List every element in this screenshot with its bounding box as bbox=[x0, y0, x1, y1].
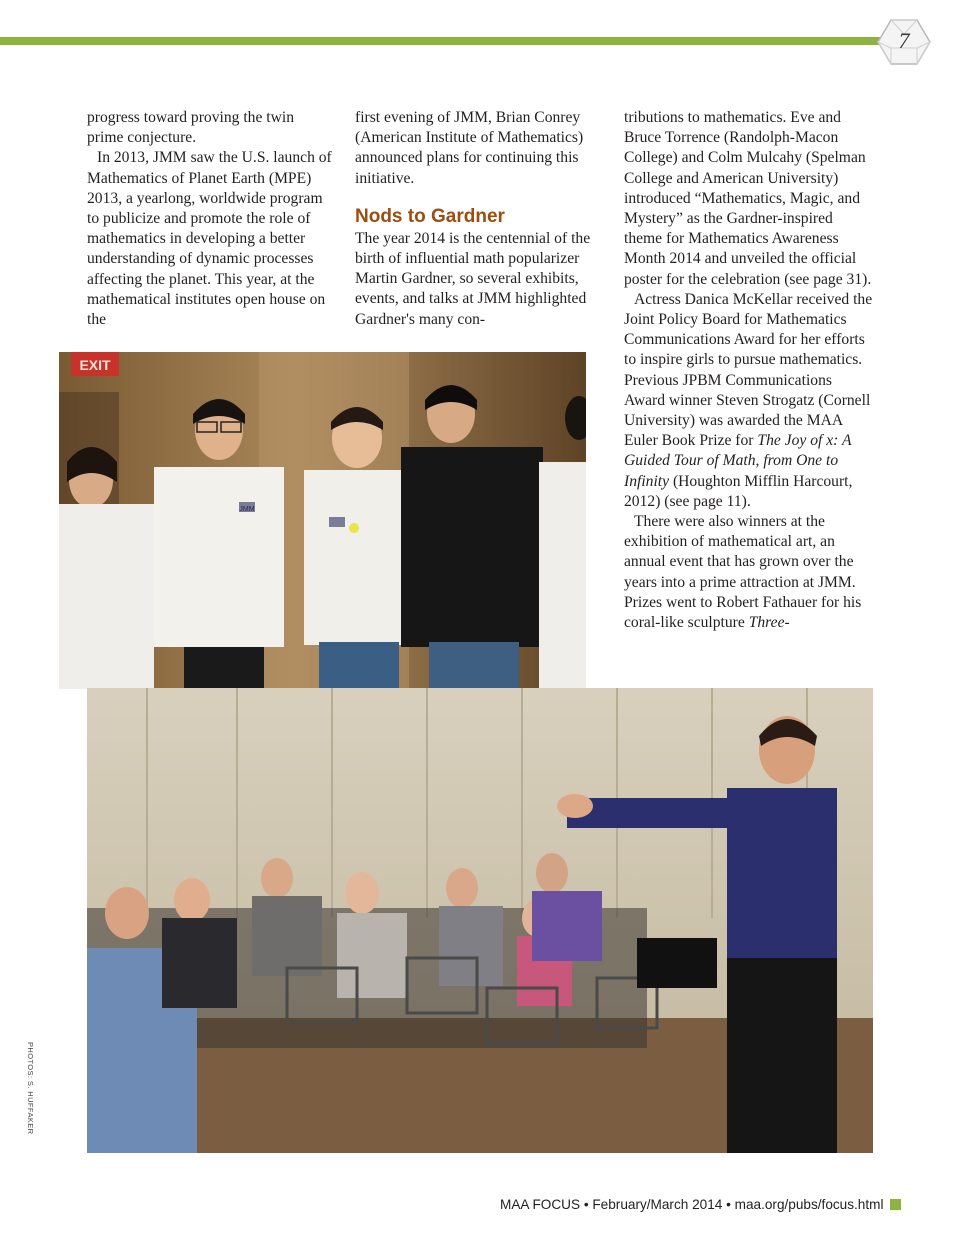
top-accent-bar bbox=[0, 37, 880, 45]
photo-students-on-stage bbox=[59, 352, 586, 689]
page-number: 7 bbox=[898, 28, 910, 53]
green-square-icon bbox=[890, 1199, 901, 1210]
article-column-1 bbox=[87, 108, 332, 330]
paragraph: Actress Danica McKellar received the Joint Policy Board for Mathematics Communications Award for her efforts to inspire girls to pursue mathematics. Previous JPBM Communications Award winner Steven Strogatz (Cornell University) was awarded the MAA Euler Book Prize for The Joy of x: A Guided Tour of Math, from One to Infinity (Houghton Mifflin Harcourt, 2012) (see page 11). bbox=[624, 290, 873, 510]
page-number-badge bbox=[877, 18, 931, 66]
paragraph: tributions to mathematics. Eve and Bruce Torrence (Randolph-Macon College) and Colm Mulcahy (Spelman College and American University) introduced “Mathematics, Magic, and Mystery” as the Gardner-inspired theme for Mathematics Awareness Month 2014 and unveiled the official poster for the celebration (see page 31). bbox=[624, 109, 872, 288]
paragraph: The year 2014 is the centennial of the birth of influential math popularizer Martin Gardner, so several exhibits, events, and talks at JMM highlighted Gardner's many con- bbox=[355, 229, 591, 328]
photo-audience-session bbox=[87, 688, 873, 1153]
svg-text:JMM: JMM bbox=[239, 506, 255, 513]
paragraph: progress toward proving the twin prime conjecture. bbox=[87, 109, 295, 147]
section-heading: Nods to Gardner bbox=[355, 205, 505, 227]
article-column-2 bbox=[355, 108, 605, 330]
paragraph: first evening of JMM, Brian Conrey (American Institute of Mathematics) announced plans for continuing this initiative. bbox=[355, 109, 584, 187]
paragraph: There were also winners at the exhibition of mathematical art, an annual event that has grown over the years into a prime attraction at JMM. Prizes went to Robert Fathauer for his coral-like sculpture Three- bbox=[624, 513, 862, 632]
exit-sign-label: EXIT bbox=[79, 357, 111, 373]
paragraph: In 2013, JMM saw the U.S. launch of Mathematics of Planet Earth (MPE) 2013, a yearlong, worldwide program to publicize and promote the role of mathematics in developing a better understanding of dynamic processes affecting the planet. This year, at the mathematical institutes open house on the bbox=[87, 149, 332, 329]
footer-text: MAA FOCUS • February/March 2014 • maa.org/pubs/focus.html bbox=[500, 1197, 884, 1212]
artwork-title: Three- bbox=[748, 614, 790, 632]
book-title: The Joy of x: A Guided Tour of Math, from One to Infinity bbox=[624, 432, 852, 490]
page-footer bbox=[500, 1197, 884, 1217]
photo-credit: PHOTOS: S. HUFFAKER bbox=[26, 1042, 35, 1135]
article-column-3 bbox=[624, 108, 874, 633]
